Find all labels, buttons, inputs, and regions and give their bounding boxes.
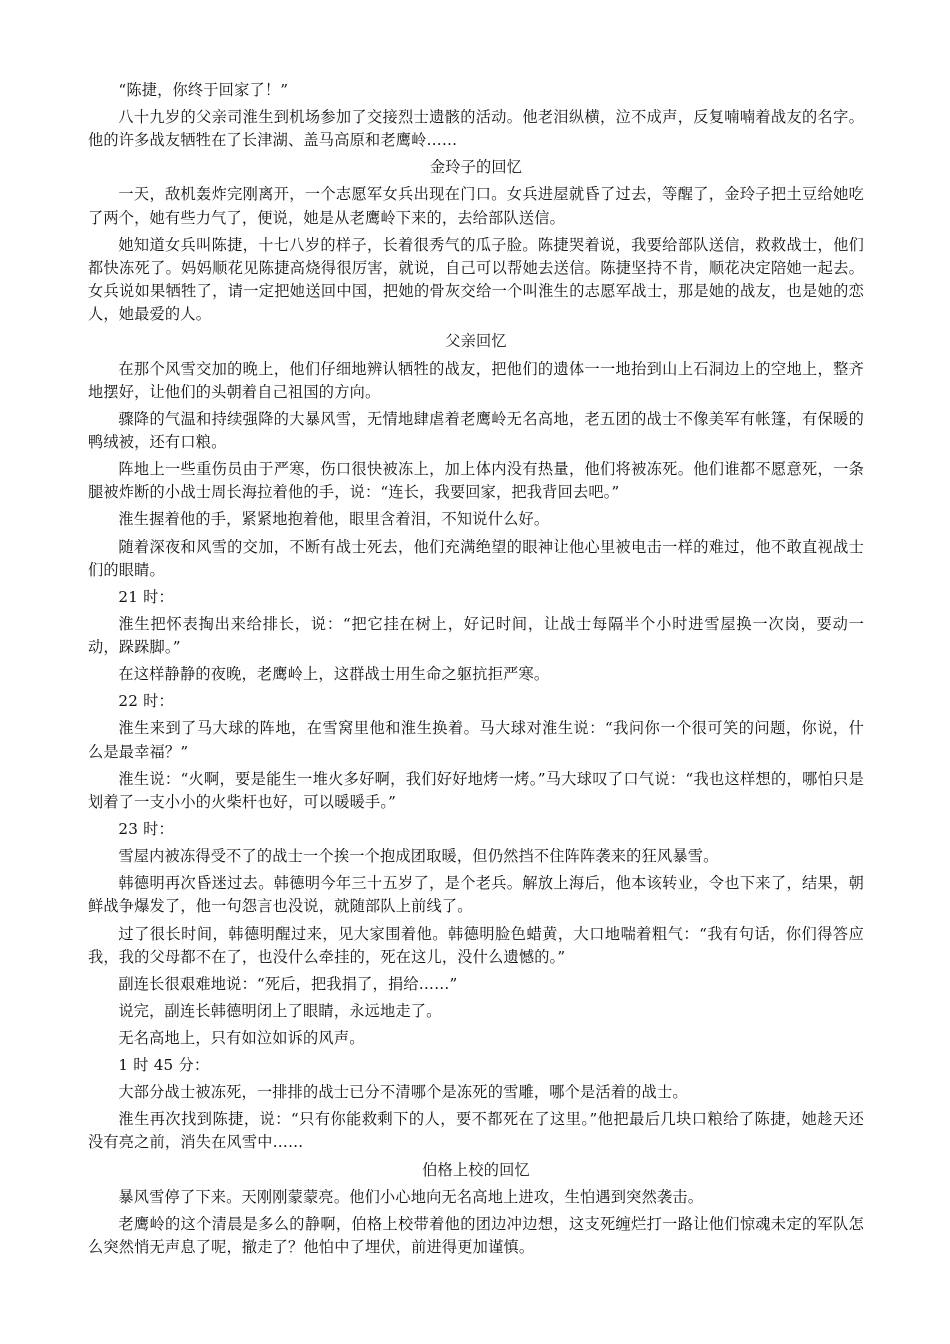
paragraph: 副连长很艰难地说：“死后，把我捐了，捐给……” <box>118 974 458 993</box>
paragraph: 淮生再次找到陈捷，说：“只有你能救剩下的人，要不都死在了这里。”他把最后几块口粮给了陈捷，她趁天还没有亮之前，消失在风雪中…… <box>88 1110 864 1152</box>
paragraph: 淮生说：“火啊，要是能生一堆火多好啊，我们好好地烤一烤。”马大球叹了口气说：“我也这样想的，哪怕只是划着了一支小小的火柴杆也好，可以暖暖手。” <box>88 769 864 811</box>
paragraph: “陈捷，你终于回家了！” <box>118 81 289 99</box>
time-marker: 1 时 45 分： <box>118 1056 210 1075</box>
paragraph: 大部分战士被冻死，一排排的战士已分不清哪个是冻死的雪雕，哪个是活着的战士。 <box>118 1083 688 1102</box>
paragraph: 随着深夜和风雪的交加，不断有战士死去，他们充满绝望的眼神让他心里被电击一样的难过，他不敢直视战士们的眼睛。 <box>88 537 864 579</box>
paragraph: 暴风雪停了下来。天刚刚蒙蒙亮。他们小心地向无名高地上进攻，生怕遇到突然袭击。 <box>118 1187 704 1206</box>
paragraph: 八十九岁的父亲司淮生到机场参加了交接烈士遗骸的活动。他老泪纵横，泣不成声，反复喃喃着战友的名字。他的许多战友牺牲在了长津湖、盖马高原和老鹰岭…… <box>88 108 864 150</box>
section-heading: 金玲子的回忆 <box>429 158 523 177</box>
paragraph: 过了很长时间，韩德明醒过来，见大家围着他。韩德明脸色蜡黄，大口地喘着粗气：“我有句话，你们得答应我，我的父母都不在了，也没什么牵挂的，死在这儿，没什么遗憾的。” <box>88 924 864 966</box>
section-heading: 父亲回忆 <box>445 332 507 351</box>
paragraph: 淮生握着他的手，紧紧地抱着他，眼里含着泪，不知说什么好。 <box>118 510 550 529</box>
paragraph: 淮生来到了马大球的阵地，在雪窝里他和淮生换着。马大球对淮生说：“我问你一个很可笑的问题，你说，什么是最幸福？” <box>88 719 864 761</box>
time-marker: 22 时： <box>118 692 174 711</box>
paragraph: 在那个风雪交加的晚上，他们仔细地辨认牺牲的战友，把他们的遗体一一地抬到山上石洞边上的空地上，整齐地摆好，让他们的头朝着自己祖国的方向。 <box>88 359 864 401</box>
paragraph: 在这样静静的夜晚，老鹰岭上，这群战士用生命之躯抗拒严寒。 <box>118 665 550 684</box>
paragraph: 韩德明再次昏迷过去。韩德明今年三十五岁了，是个老兵。解放上海后，他本该转业，令也下来了，结果，朝鲜战争爆发了，他一句怨言也没说，就随部队上前线了。 <box>88 874 864 916</box>
time-marker: 21 时： <box>118 587 174 606</box>
paragraph: 她知道女兵叫陈捷，十七八岁的样子，长着很秀气的瓜子脸。陈捷哭着说，我要给部队送信，救救战士，他们都快冻死了。妈妈顺花见陈捷高烧得很厉害，就说，自己可以帮她去送信。陈捷坚持不肯，顺花决定陪她一起去。女兵说如果牺牲了，请一定把她送回中国，把她的骨灰交给一个叫淮生的志愿军战士，那是她的战友，也是她的恋人，她最爱的人。 <box>88 235 864 324</box>
paragraph: 淮生把怀表掏出来给排长，说：“把它挂在树上，好记时间，让战士每隔半个小时进雪屋换一次岗，要动一动，跺跺脚。” <box>88 614 864 657</box>
time-marker: 23 时： <box>118 820 174 839</box>
paragraph: 阵地上一些重伤员由于严寒，伤口很快被冻上，加上体内没有热量，他们将被冻死。他们谁都不愿意死，一条腿被炸断的小战士周长海拉着他的手，说：“连长，我要回家，把我背回去吧。” <box>88 460 864 502</box>
paragraph: 说完，副连长韩德明闭上了眼睛，永远地走了。 <box>118 1001 442 1020</box>
paragraph: 骤降的气温和持续强降的大暴风雪，无情地肆虐着老鹰岭无名高地，老五团的战士不像美军有帐篷，有保暖的鸭绒被，还有口粮。 <box>88 409 864 452</box>
paragraph: 老鹰岭的这个清晨是多么的静啊，伯格上校带着他的团边冲边想，这支死缠烂打一路让他们惊魂未定的军队怎么突然悄无声息了呢，撤走了？他怕中了埋伏，前进得更加谨慎。 <box>88 1214 864 1256</box>
document-page <box>88 79 864 1263</box>
section-heading: 伯格上校的回忆 <box>422 1160 530 1179</box>
paragraph: 雪屋内被冻得受不了的战士一个挨一个抱成团取暖，但仍然挡不住阵阵袭来的狂风暴雪。 <box>118 847 719 866</box>
paragraph: 一天，敌机轰炸完刚离开，一个志愿军女兵出现在门口。女兵进屋就昏了过去，等醒了，金玲子把土豆给她吃了两个，她有些力气了，便说，她是从老鹰岭下来的，去给部队送信。 <box>88 185 864 227</box>
paragraph: 无名高地上，只有如泣如诉的风声。 <box>118 1029 365 1047</box>
